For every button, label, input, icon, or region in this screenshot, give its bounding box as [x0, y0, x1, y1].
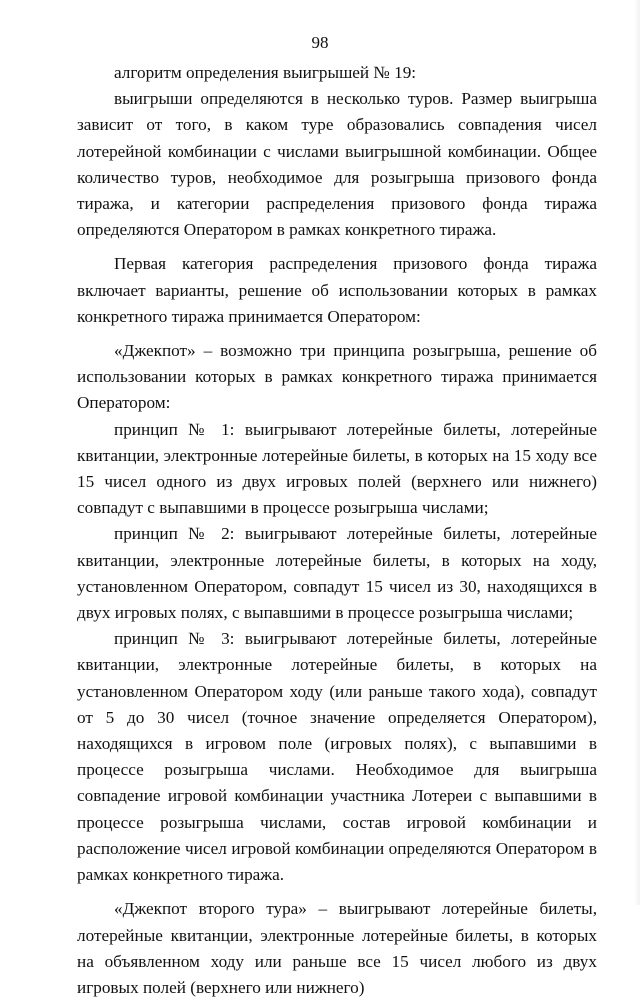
paragraph-first-category: Первая категория распределения призового фонда тиража включает варианты, решение об использовании которых в рамках конкретного тиража принимается Оператором:: [77, 254, 597, 326]
paragraph-jackpot: «Джекпот» – возможно три принципа розыгрыша, решение об использовании которых в рамках конкретного тиража принимается Оператором:: [77, 341, 597, 413]
document-body: [77, 60, 597, 1001]
paragraph-algorithm-heading: алгоритм определения выигрышей № 19:: [114, 63, 417, 82]
paragraph-principle-1: принцип № 1: выигрывают лотерейные билеты, лотерейные квитанции, электронные лотерейные билеты, в которых на 15 ходу все 15 чисел одного из двух игровых полей (верхнего или нижнего) совпадут с выпавшими в процессе розыгрыша числами;: [77, 419, 597, 518]
paragraph-principle-2: принцип № 2: выигрывают лотерейные билеты, лотерейные квитанции, электронные лотерейные билеты, в которых на ходу, установленном Оператором, совпадут 15 чисел из 30, находящихся в двух игровых полях, с выпавшими в процессе розыгрыша числами;: [77, 524, 597, 623]
paragraph-second-tour-jackpot: «Джекпот второго тура» – выигрывают лотерейные билеты, лотерейные квитанции, электронные лотерейные билеты, в которых на объявленном ходу или раньше все 15 чисел любого из двух игровых полей (верхнего или нижнего): [77, 899, 597, 997]
scan-edge-shadow: [634, 0, 640, 905]
page-number: 98: [311, 33, 329, 52]
paragraph-tours-description: выигрыши определяются в несколько туров. Размер выигрыша зависит от того, в каком туре образовались совпадения чисел лотерейной комбинации с числами выигрышной комбинации. Общее количество туров, необходимое для розыгрыша призового фонда тиража, и категории распределения призового фонда тиража определяются Оператором в рамках конкретного тиража.: [77, 89, 597, 240]
paragraph-principle-3: принцип № 3: выигрывают лотерейные билеты, лотерейные квитанции, электронные лотерейные билеты, в которых на установленном Оператором ходу (или раньше такого хода), совпадут от 5 до 30 чисел (точное значение определяется Оператором), находящихся в игровом поле (игровых полях), с выпавшими в процессе розыгрыша числами. Необходимое для выигрыша совпадение игровой комбинации участника Лотереи с выпавшими в процессе розыгрыша числами, состав игровой комбинации и расположение чисел игровой комбинации определяются Оператором в рамках конкретного тиража.: [77, 629, 597, 885]
